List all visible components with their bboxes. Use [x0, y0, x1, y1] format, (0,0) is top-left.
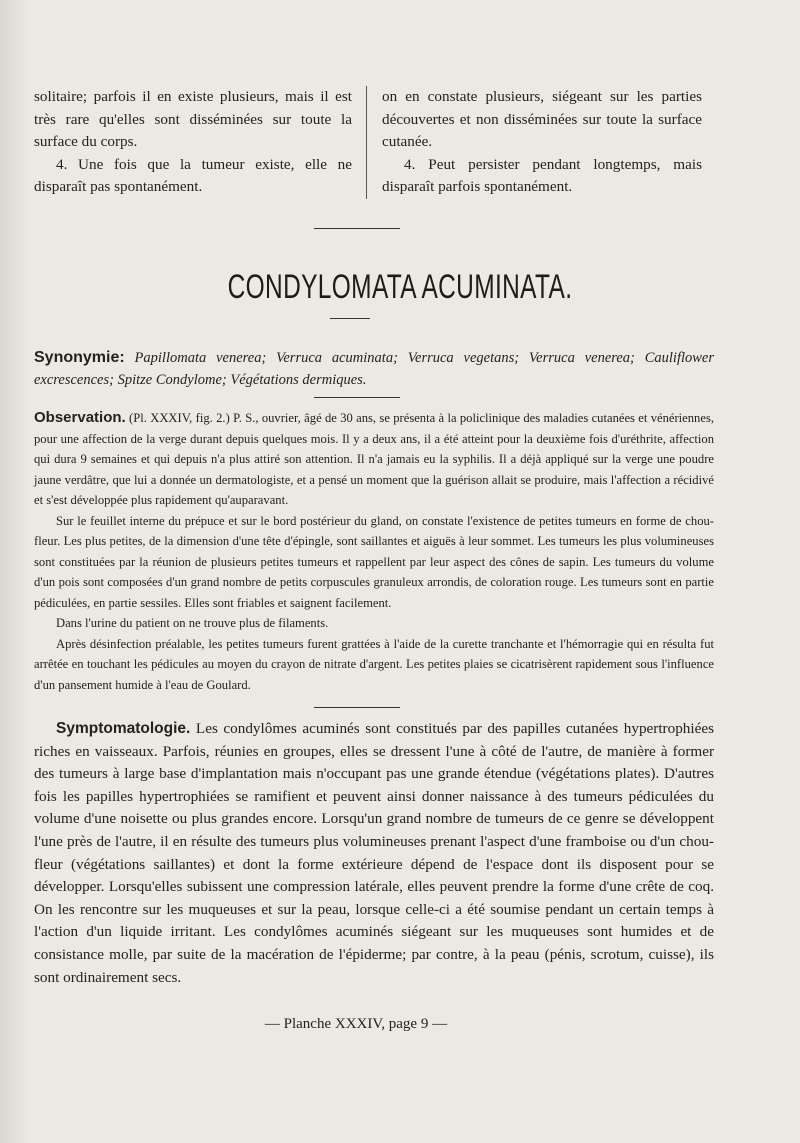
right-column	[366, 86, 702, 199]
observation-paragraph-4: Après désinfection préalable, les petites tumeurs furent grattées à l'aide de la curette tranchante et l'hémorragie qui en résulta fut arrêtée en touchant les pédicules au moyen du crayon de nitrate d'argent. Les petites plaies se cicatrisèrent rapidement sous l'influence d'un pansement humide à l'eau de Goulard.	[34, 636, 714, 692]
observation-label: Observation.	[34, 409, 126, 426]
page-title: CONDYLOMATA ACUMINATA.	[227, 268, 573, 306]
right-column-paragraph-2: 4. Peut persister pendant longtemps, mais disparaît parfois spontanément.	[382, 155, 702, 195]
observation-paragraph-1: (Pl. XXXIV, fig. 2.) P. S., ouvrier, âgé de 30 ans, se présenta à la policlinique des maladies cutanées et vénériennes, pour une affection de la verge durant depuis quelques mois. Il y a deux ans, il a été atteint pour la deuxième fois d'uréthrite, affection qui dura 9 semaines et qui depuis n'a plus attiré son attention. Il n'a jamais eu la syphilis. Il a déjà appliqué sur la verge une poudre jaune verdâtre, que lui a donnée un dermatologiste, et a pensé un moment que la guérison allait se produire, mais l'affection a récidivé et s'est développée plus rapidement qu'auparavant.	[34, 411, 714, 507]
left-column-paragraph-2: 4. Une fois que la tumeur existe, elle ne disparaît pas spontanément.	[34, 155, 352, 195]
synonymie-section	[34, 347, 714, 391]
right-column-paragraph-1: on en constate plusieurs, siégeant sur les parties découvertes et non disséminées sur toute la surface cutanée.	[382, 88, 702, 150]
divider-rule	[314, 707, 400, 708]
comparison-columns	[34, 86, 714, 199]
symptomatologie-section	[34, 718, 714, 989]
synonymie-label: Synonymie:	[34, 349, 125, 366]
page-footer: — Planche XXXIV, page 9 —	[264, 1016, 448, 1032]
title-underline	[330, 318, 370, 319]
synonymie-text: Papillomata venerea; Verruca acuminata; Verruca vegetans; Verruca venerea; Cauliflower excrescences; Spitze Condylome; Végétations dermiques.	[34, 350, 715, 388]
left-column	[34, 86, 366, 199]
left-column-paragraph-1: solitaire; parfois il en existe plusieurs, mais il est très rare qu'elles sont disséminées sur toute la surface du corps.	[34, 88, 352, 150]
symptomatologie-text: Les condylômes acuminés sont constitués par des papilles cutanées hypertrophiées riches en vaisseaux. Parfois, réunies en groupes, elles se dressent l'une à côté de l'autre, de manière à former des tumeurs à large base d'implantation mais n'occupant pas une grande étendue (végétations plates). D'autres fois les papilles hypertrophiées se ramifient et peuvent ainsi donner naissance à des tumeurs pédiculées du volume d'une noisette ou plus grandes encore. Lorsqu'un grand nombre de tumeurs de ce genre se développent l'une près de l'autre, il en résulte des tumeurs plus volumineuses prenant l'aspect d'une framboise ou d'un chou-fleur (végétations saillantes) et dont la forme extérieure dépend de l'espace dont ils disposent pour se développer. Lorsqu'elles subissent une compression latérale, elles peuvent prendre la forme d'une crête de coq. On les rencontre sur les muqueuses et sur la peau, lorsque celle-ci a été soumise pendant un certain temps à l'action d'un liquide irritant. Les condylômes acuminés siégeant sur les muqueuses sont humides et de consistance molle, par suite de la macération de l'épiderme; par contre, à la peau (pénis, scrotum, cuisse), ils sont ordinairement secs.	[34, 720, 715, 986]
symptomatologie-label: Symptomatologie.	[56, 720, 191, 737]
divider-rule	[314, 397, 400, 398]
observation-paragraph-3: Dans l'urine du patient on ne trouve plus de filaments.	[56, 616, 329, 630]
observation-section	[34, 408, 714, 695]
observation-paragraph-2: Sur le feuillet interne du prépuce et sur le bord postérieur du gland, on constate l'existence de petites tumeurs en forme de chou-fleur. Les plus petites, de la dimension d'une tête d'épingle, sont saillantes et aiguës à leur sommet. Les tumeurs les plus volumineuses sont constituées par la réunion de plusieurs petites tumeurs et rappellent par leur aspect des cônes de sapin. Les tumeurs du volume d'un pois sont composées d'un grand nombre de petits corpuscules granuleux arrondis, de coloration rouge. Les tumeurs sont en partie pédiculées, en partie sessiles. Elles sont friables et saignent facilement.	[34, 513, 714, 610]
divider-rule	[314, 228, 400, 229]
page-edge-shadow	[0, 0, 28, 1143]
